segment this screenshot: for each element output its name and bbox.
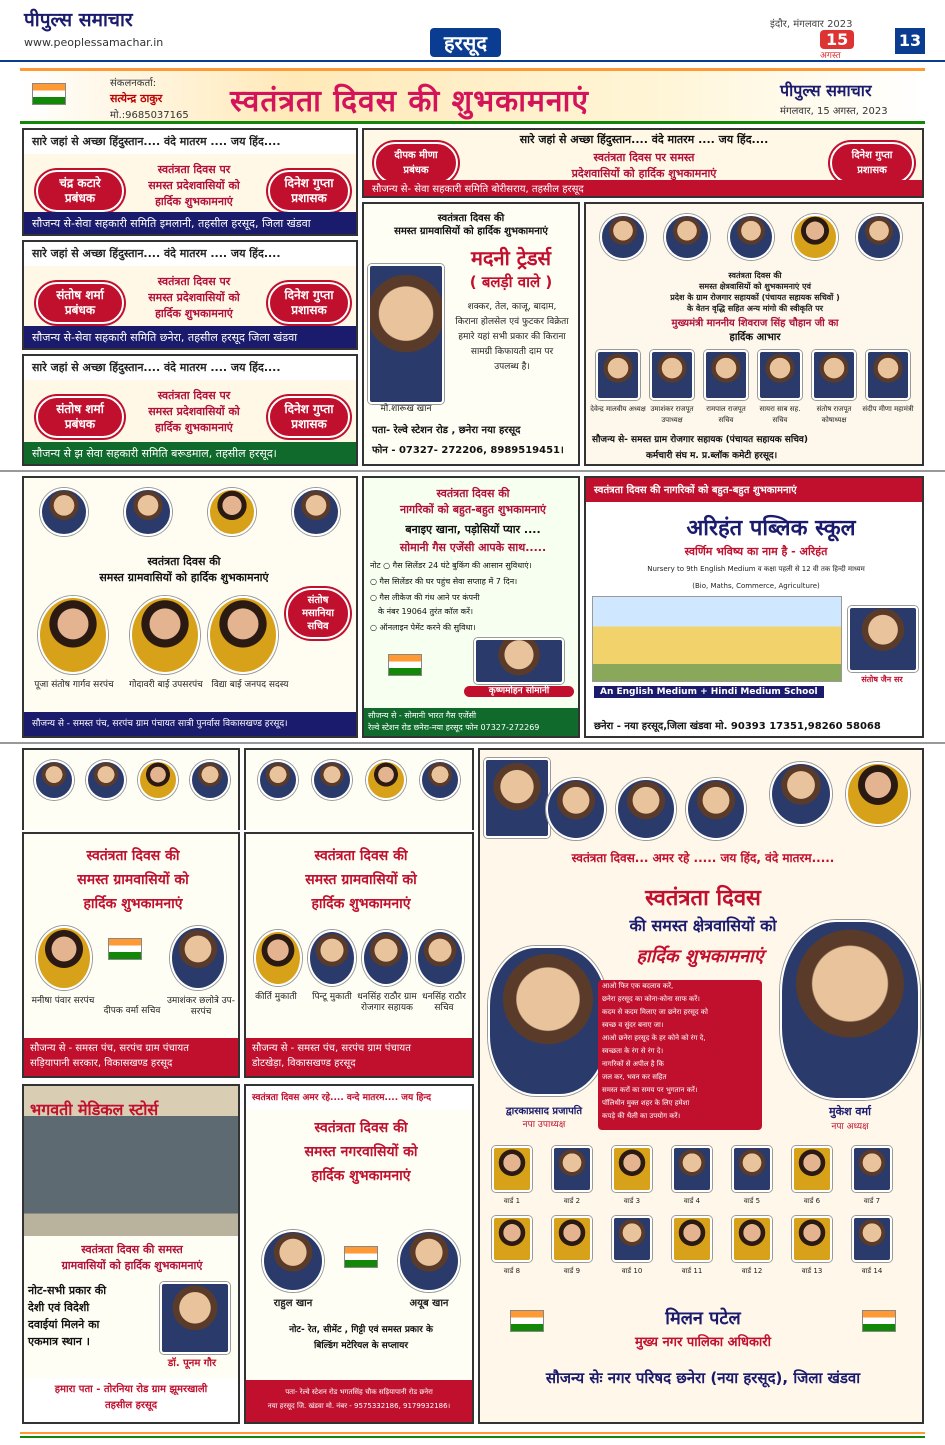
ward-label: वार्ड 13: [801, 1267, 823, 1275]
ward-label: वार्ड 1: [503, 1197, 521, 1205]
ad-message: स्वतंत्रता दिवस पर समस्त प्रदेशवासियों को हार्दिक शुभकामनाएं: [148, 163, 240, 208]
message-line: आओ फिर एक बदलाव करें,: [602, 982, 674, 990]
leader-photo: [792, 214, 838, 260]
school-medium: An English Medium + Hindi Medium School: [594, 686, 824, 698]
ad-building-material: [244, 1084, 474, 1424]
nagar-subtitle: की समस्त क्षेत्रवासियों को: [629, 916, 777, 935]
councillor-photo: [852, 1216, 892, 1262]
ad-message: स्वतंत्रता दिवस पर समस्त प्रदेशवासियों को हार्दिक शुभकामनाएं: [148, 389, 240, 434]
proprietor-photo: [474, 638, 564, 684]
member-caption: मनीषा पंवार सरपंच: [31, 996, 95, 1006]
leader-photo: [258, 760, 298, 800]
leader-photo: [600, 214, 646, 260]
member-photo: [758, 350, 802, 400]
leader-photo: [124, 488, 172, 536]
banner-date: मंगलवार, 15 अगस्त, 2023: [780, 106, 888, 117]
ad-seva-borisaray: [362, 128, 924, 198]
ward-label: वार्ड 6: [803, 1197, 821, 1205]
ad-courtesy: सौजन्य से-सेवा सहकारी समिति छनेरा, तहसील हरसूद जिला खंडवा: [24, 326, 356, 348]
message-line: स्वच्छता के रंग से रंग दे।: [602, 1047, 664, 1055]
ad-tagline: बनाइए खाना, पड़ोसियों प्यार ....: [405, 523, 541, 536]
ad-sadiyapani-panchayat: [22, 832, 240, 1078]
store-note: नोट-सभी प्रकार की देशी एवं विदेशी दवाईयां मिलने का एकमात्र स्थान ।: [28, 1284, 107, 1348]
compiler-label: संकलनकर्ता:: [110, 78, 157, 89]
secretary-badge: संतोष मसानिया सचिव: [286, 588, 350, 639]
member-photo: [308, 930, 356, 986]
leader-photo: [86, 760, 126, 800]
administrator-badge: दिनेश गुप्ता प्रशासक: [268, 170, 350, 212]
ad-top-line: स्वतंत्रता दिवस अमर रहे.... वन्दे मातरम.... जय हिन्द: [246, 1086, 472, 1110]
vice-president-photo: [488, 946, 608, 1096]
owner-photo: [368, 264, 444, 404]
leader-photo: [292, 488, 340, 536]
message-line: कदम से कदम मिलाए जा छनेरा हरसूद को: [602, 1008, 708, 1016]
administrator-badge: दिनेश गुप्ता प्रशासक: [268, 282, 350, 324]
ad-top-line: स्वतंत्रता दिवस की नागरिकों को बहुत-बहुत शुभकामनाएं: [586, 478, 922, 502]
councillor-photo: [672, 1216, 712, 1262]
shop-subtitle: ( बलड़ी वाले ): [469, 273, 553, 291]
councillor-photo: [792, 1146, 832, 1192]
service-line: ○ गैस सिलेंडर की घर पहुंच सेवा सप्ताह में 7 दिन।: [370, 577, 518, 586]
councillor-photo: [792, 1216, 832, 1262]
manager-badge: दीपक मीणा प्रबंधक: [374, 142, 458, 184]
supplier-note: नोट- रेत, सीमेंट , गिट्टी एवं समस्त प्रकार के बिल्डिंग मटेरियल के सप्लायर: [289, 1325, 433, 1351]
member-photo: [362, 930, 410, 986]
leader-photo: [616, 778, 676, 840]
school-description: Nursery to 9th English Medium व कक्षा पहली से 12 वी तक हिन्दी माध्यम: [647, 565, 865, 573]
ad-courtesy: सौजन्य से- सेवा सहकारी समिति बोरीसराय, तहसील हरसूद: [364, 180, 922, 196]
masthead-url[interactable]: www.peoplessamachar.in: [24, 36, 164, 49]
masthead-city: हरसूद: [430, 28, 501, 57]
member-photo: [254, 930, 302, 986]
ward-label: वार्ड 2: [563, 1197, 581, 1205]
store-address-line2: तहसील हरसूद: [104, 1400, 158, 1411]
member-photo: [650, 350, 694, 400]
supplier-address: [246, 1380, 472, 1422]
ward-label: वार्ड 5: [743, 1197, 761, 1205]
leader-photo: [664, 214, 710, 260]
ad-madni-traders: [362, 202, 580, 466]
slogan-line: स्वतंत्रता दिवस... अमर रहे ..... जय हिंद, वंदे मातरम.....: [571, 851, 835, 865]
ad-courtesy-line2: डोटखेड़ा, विकासखण्ड हरसूद: [252, 1058, 356, 1069]
supplier-name: अयूब खान: [409, 1298, 449, 1309]
leader-photo: [40, 488, 88, 536]
ward-label: वार्ड 10: [621, 1267, 643, 1275]
page-banner: [20, 68, 925, 124]
ad-courtesy: सौजन्य से-सेवा सहकारी समिति इमलानी, तहसील हरसूद, जिला खंडवा: [24, 212, 356, 234]
leader-photo: [856, 214, 902, 260]
owner-name: मो.शारूख खान: [380, 404, 432, 414]
ward-label: वार्ड 12: [741, 1267, 763, 1275]
member-caption: देवेन्द्र मालवीय अध्यक्ष: [590, 405, 646, 413]
member-caption: गोदावरी बाई उपसरपंच: [129, 680, 203, 690]
vice-president-name: द्वारकाप्रसाद प्रजापति: [505, 1106, 583, 1117]
councillor-photo: [732, 1146, 772, 1192]
ad-courtesy: [24, 1038, 238, 1076]
councillor-photo: [492, 1216, 532, 1262]
ad-dotkheda-panchayat: [244, 832, 474, 1078]
sarpanch-photo: [36, 926, 92, 990]
ad-top-line: सारे जहां से अच्छा हिंदुस्तान.... वंदे मातरम .... जय हिंद....: [519, 133, 769, 146]
leader-photo: [312, 760, 352, 800]
member-caption: संदीप मीणा महामंत्री: [862, 405, 914, 413]
officer-name: मिलन पटेल: [665, 1308, 741, 1329]
store-address-line1: हमारा पता - तोरनिया रोड ग्राम झूमरखाली: [54, 1384, 208, 1395]
message-line: आओ छनेरा हरसूद के हर कोने को रंग दे,: [602, 1034, 706, 1042]
ad-arihant-school: [584, 476, 924, 738]
leader-photo: [846, 762, 910, 826]
councillor-photo: [552, 1146, 592, 1192]
ad-bhagwati-medical: [22, 1084, 240, 1424]
nagar-title: स्वतंत्रता दिवस: [645, 886, 761, 911]
leader-photo: [420, 760, 460, 800]
thanks-text: हार्दिक आभार: [729, 332, 781, 343]
ad-courtesy-line1: सौजन्य से - सोमानी भारत गैस एजेंसी: [368, 711, 477, 720]
leader-photo: [190, 760, 230, 800]
shop-address: पता- रेल्वे स्टेशन रोड , छनेरा नया हरसूद: [372, 425, 521, 436]
school-contact: छनेरा - नया हरसूद,जिला खंडवा मो. 90393 17351,98260 58068: [586, 714, 922, 736]
ward-label: वार्ड 3: [623, 1197, 641, 1205]
councillor-photo: [492, 1146, 532, 1192]
member-caption: पूजा संतोष गार्गव सरपंच: [34, 680, 114, 690]
ad-courtesy: सौजन्य सेः नगर परिषद छनेरा (नया हरसूद), जिला खंडवा: [545, 1369, 861, 1387]
proprietor-name: कृष्णमोहन सोमानी: [464, 686, 574, 697]
ad-message: स्वतंत्रता दिवस की समस्त ग्रामवासियों को हार्दिक शुभकामनाएं: [77, 848, 189, 912]
section-divider: [0, 742, 945, 744]
president-role: नपा अध्यक्ष: [831, 1122, 869, 1132]
ad-rojgar-sahayak: [584, 202, 924, 466]
service-line: ○ गैस लीकेज की गंध आने पर कंपनी: [370, 593, 480, 602]
flag-icon: [32, 83, 66, 105]
councillor-photo: [612, 1216, 652, 1262]
sadiyapani-leaders-strip: [22, 748, 240, 830]
supplier-address-line1: पता- रेल्वे स्टेशन रोड भगतसिंह चौक सड़ियापानी रोड छनेरा: [285, 1388, 433, 1396]
leader-photo: [686, 778, 746, 840]
footer-flag-strip: [20, 1432, 925, 1438]
compiler-name: सत्येन्द्र ठाकुर: [110, 92, 163, 105]
flag-icon: [108, 938, 142, 960]
manager-badge: संतोष शर्मा प्रबंधक: [36, 396, 124, 438]
president-photo: [780, 920, 920, 1100]
administrator-badge: दिनेश गुप्ता प्रशासक: [268, 396, 350, 438]
manager-badge: संतोष शर्मा प्रबंधक: [36, 282, 124, 324]
message-line: नागरिकों से अपील है कि: [602, 1060, 664, 1068]
member-photo: [866, 350, 910, 400]
principal-photo: [848, 606, 918, 672]
supplier-photo: [262, 1230, 324, 1292]
nagar-script-greeting: हार्दिक शुभकामनाएं: [636, 946, 764, 967]
member-caption: विद्या बाई जनपद सदस्य: [211, 680, 289, 690]
message-line: जल कर, भवन कर सहित: [602, 1073, 667, 1081]
store-name: भगवती मेडिकल स्टोर्स: [30, 1100, 159, 1119]
leader-photo: [34, 760, 74, 800]
member-caption: दीपक वर्मा सचिव: [103, 1006, 161, 1016]
masthead-month: अगस्त: [820, 51, 841, 61]
banner-paper-name: पीपुल्स समाचार: [780, 81, 872, 100]
shop-description: शक्कर, तेल, काजू, बादाम, किराना होलसेल एवं फुटकर विक्रेता हमारे यहां सभी प्रकार की किराना सामग्री किफायती दाम पर उपलब्ध है।: [455, 302, 569, 372]
ad-courtesy: [246, 1038, 472, 1076]
ward-label: वार्ड 9: [563, 1267, 581, 1275]
doctor-name: डॉ. पूनम गौर: [167, 1358, 217, 1369]
ad-heading: स्वतंत्रता दिवस की नागरिकों को बहुत-बहुत शुभकामनाएं: [399, 487, 547, 516]
message-line: स्वच्छ व सुंदर बनाए जा।: [602, 1021, 664, 1029]
ad-somani-gas: [362, 476, 580, 738]
ward-label: वार्ड 11: [681, 1267, 703, 1275]
officer-role: मुख्य नगर पालिका अधिकारी: [635, 1335, 771, 1350]
school-streams: (Bio, Maths, Commerce, Agriculture): [692, 582, 820, 590]
ad-courtesy-line1: सौजन्य से - समस्त पंच, सरपंच ग्राम पंचायत: [30, 1043, 189, 1054]
ad-satri-panchayat: [22, 476, 358, 738]
service-line: नोट ○ गैस सिलेंडर 24 घंटे बुकिंग की आसान सुविधाएं।: [370, 561, 532, 570]
cm-thanks-line: मुख्यमंत्री माननीय शिवराज सिंह चौहान जी का: [671, 318, 839, 329]
masthead-badge: 15: [820, 30, 854, 49]
service-line: ○ ऑनलाइन पेमेंट करने की सुविधा।: [370, 623, 476, 632]
ad-seva-baroodmal: [22, 354, 358, 466]
shop-name: मदनी ट्रेडर्स: [470, 246, 552, 270]
ad-courtesy: सौजन्य से झ सेवा सहकारी समिति बरूडमाल, तहसील हरसूद।: [24, 442, 356, 464]
compiler-phone: मो.:9685037165: [110, 110, 189, 121]
ward-label: वार्ड 8: [503, 1267, 521, 1275]
ad-seva-imlani: [22, 128, 358, 236]
upsarpanch-photo: [170, 926, 226, 990]
flag-icon: [344, 1246, 378, 1268]
ad-nagar-parishad: [478, 748, 924, 1424]
member-photo: [208, 596, 278, 674]
store-address: [24, 1378, 238, 1422]
member-caption: रामपाल राजपूत सचिव: [706, 405, 746, 424]
leader-photo: [366, 760, 406, 800]
president-name: मुकेश वर्मा: [829, 1105, 871, 1118]
masthead-logo: पीपुल्स समाचार: [24, 9, 133, 31]
ward-label: वार्ड 7: [863, 1197, 881, 1205]
ward-label: वार्ड 4: [683, 1197, 701, 1205]
leader-photo: [770, 762, 832, 826]
supplier-name: राहुल खान: [273, 1298, 313, 1309]
ad-message: स्वतंत्रता दिवस की समस्त ग्रामवासियों को हार्दिक शुभकामनाएं: [99, 555, 269, 584]
member-caption: संतोष राजपूत कोषाध्यक्ष: [816, 405, 852, 424]
councillor-photo: [732, 1216, 772, 1262]
leader-photo: [546, 778, 606, 840]
ad-seva-chhanera: [22, 240, 358, 350]
message-line: छनेरा हरसूद का कोना-कोना साफ करें।: [602, 995, 700, 1003]
sarpanch-photo: [38, 596, 108, 674]
member-photo: [596, 350, 640, 400]
councillor-photo: [612, 1146, 652, 1192]
ad-courtesy-line2: सड़ियापानी सरकार, विकासखण्ड हरसूद: [30, 1058, 173, 1069]
member-photo: [704, 350, 748, 400]
ad-greeting: स्वतंत्रता दिवस की समस्त ग्रामवासियों को हार्दिक शुभकामनाएं: [394, 213, 548, 237]
section-divider: [0, 470, 945, 472]
ad-courtesy-line2: कर्मचारी संघ म. प्र.ब्लॉक कमेटी हरसूद।: [646, 451, 778, 461]
doctor-photo: [160, 1282, 230, 1354]
supplier-photo: [398, 1230, 460, 1292]
banner-title: स्वतंत्रता दिवस की शुभकामनाएं: [230, 84, 589, 119]
member-caption: उमाशंकर छलोत्रे उप-सरपंच: [166, 996, 236, 1017]
page-number: 13: [895, 28, 925, 54]
ad-courtesy: [364, 708, 578, 736]
member-caption: कीर्ति मुकाती: [255, 992, 297, 1002]
member-caption: धनसिंह राठौर ग्राम रोजगार सहायक: [357, 992, 417, 1013]
masthead-date: इंदौर, मंगलवार 2023: [770, 19, 853, 30]
councillor-photo: [552, 1216, 592, 1262]
member-caption: उमाशंकर राजपूत उपाध्यक्ष: [650, 405, 694, 424]
school-slogan: स्वर्णिम भविष्य का नाम है - अरिहंत: [684, 545, 828, 558]
member-photo: [416, 930, 464, 986]
school-building-image: [592, 596, 842, 682]
ad-message: स्वतंत्रता दिवस की समस्त ग्रामवासियों को हार्दिक शुभकामनाएं: [61, 1243, 203, 1272]
supplier-address-line2: नया हरसूद जि. खंडवा मो. नंबर - 9575332186, 9179932186।: [267, 1402, 451, 1410]
leader-photo: [138, 760, 178, 800]
message-line: कपड़े की थैली का उपयोग करें।: [602, 1112, 681, 1120]
principal-name: संतोष जैन सर: [861, 675, 903, 684]
ad-top-line: सारे जहां से अच्छा हिंदुस्तान.... वंदे मातरम .... जय हिंद....: [24, 356, 356, 380]
ad-message: स्वतंत्रता दिवस पर समस्त प्रदेशवासियों को हार्दिक शुभकामनाएं: [571, 151, 717, 180]
ad-top-line: सारे जहां से अच्छा हिंदुस्तान.... वंदे मातरम .... जय हिंद....: [24, 242, 356, 266]
school-name: अरिहंत पब्लिक स्कूल: [686, 516, 856, 541]
councillor-photo: [672, 1146, 712, 1192]
agency-name: सोमानी गैस एजेंसी आपके साथ.....: [399, 541, 547, 554]
masthead: [0, 0, 945, 62]
leader-photo: [484, 758, 550, 838]
leader-photo: [728, 214, 774, 260]
dotkheda-leaders-strip: [244, 748, 474, 830]
leader-photo: [208, 488, 256, 536]
message-line: पॉलिथीन मुक्त शहर के लिए हमेशा: [602, 1099, 690, 1107]
shop-phone: फोन - 07327- 272206, 8989519451।: [372, 445, 564, 456]
flag-icon: [388, 654, 422, 676]
ad-courtesy-line1: सौजन्य से- समस्त ग्राम रोजगार सहायक (पंचायत सहायक सचिव): [592, 435, 809, 445]
message-line: समस्त करों का समय पर भुगतान करें।: [602, 1086, 698, 1094]
ad-courtesy-line1: सौजन्य से - समस्त पंच, सरपंच ग्राम पंचायत: [252, 1043, 411, 1054]
member-caption: धनसिंह राठौर सचिव: [422, 992, 466, 1013]
message-panel: [598, 980, 762, 1130]
vice-president-role: नपा उपाध्यक्ष: [522, 1120, 566, 1130]
ad-message: स्वतंत्रता दिवस की समस्त ग्रामवासियों को हार्दिक शुभकामनाएं: [305, 848, 417, 912]
ward-label: वार्ड 14: [861, 1267, 883, 1275]
ad-message: स्वतंत्रता दिवस की समस्त क्षेत्रवासियों को शुभकामनाएं एवं प्रदेश के ग्राम रोजगार सहायकों (पंचायत सहायक सचिवों ) के वेतन वृद्धि सहित अन्य मांगो की स्वीकृति पर: [670, 271, 840, 313]
ad-top-line: सारे जहां से अच्छा हिंदुस्तान.... वंदे मातरम .... जय हिंद....: [24, 130, 356, 154]
administrator-badge: दिनेश गुप्ता प्रशासक: [830, 142, 914, 184]
ad-message: स्वतंत्रता दिवस की समस्त नगरवासियों को हार्दिक शुभकामनाएं: [304, 1120, 418, 1184]
member-photo: [812, 350, 856, 400]
service-line: के नंबर 19064 तुरंत कॉल करें।: [378, 607, 474, 616]
member-caption: सायरा साब सह. सचिव: [759, 405, 801, 424]
ad-courtesy-line2: रेल्वे स्टेशन रोड छनेरा-नया हरसूद फोन 07327-272269: [368, 723, 540, 732]
manager-badge: चंद्र कटारे प्रबंधक: [36, 170, 124, 212]
ad-courtesy: सौजन्य से - समस्त पंच, सरपंच ग्राम पंचायत सात्री पुनर्वास विकासखण्ड हरसूद।: [24, 712, 356, 736]
upsarpanch-photo: [130, 596, 200, 674]
councillor-photo: [852, 1146, 892, 1192]
member-caption: पिन्टू मुकाती: [312, 992, 352, 1002]
ad-message: स्वतंत्रता दिवस पर समस्त प्रदेशवासियों को हार्दिक शुभकामनाएं: [148, 275, 240, 320]
